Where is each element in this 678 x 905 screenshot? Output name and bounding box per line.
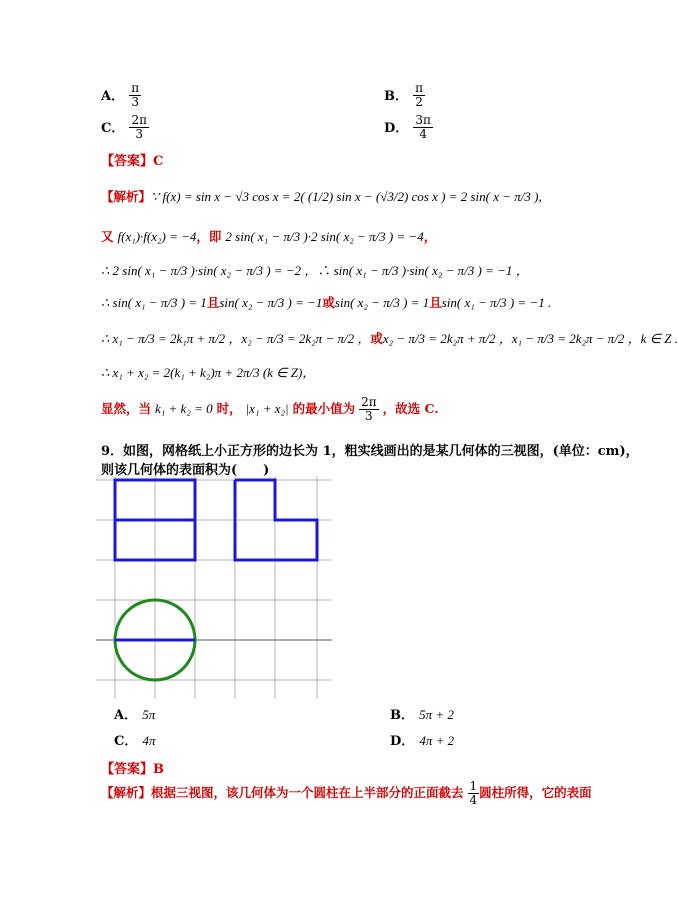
q9-option-c: C． 4π: [114, 733, 156, 749]
q9-stem-line1: 9．如图，网格纸上小正方形的边长为 1，粗实线画出的是某几何体的三视图，(单位：cm)，: [101, 444, 639, 459]
q8-option-c: C． $\frac{2\pi}{3}$: [101, 113, 147, 141]
q9-option-a: A． 5π: [114, 707, 156, 723]
q8-answer: 【答案】C: [101, 154, 164, 169]
q8-solution-line5: ∴ x₁ − π/3 = 2k₁π + π/2 ，x₂ − π/3 = 2k₂π − π/2 ，或x₂ − π/3 = 2k₂π + π/2 ，x₁ − π/3 = 2k₂π − π/2 ，k ∈ Z .: [101, 331, 678, 346]
q8-solution-line3: ∴ 2 sin( x₁ − π/3 )·sin( x₂ − π/3 ) = −2 ，∴ sin( x₁ − π/3 )·sin( x₂ − π/3 ) = −1 ，: [101, 263, 529, 278]
grid-lines: [96, 476, 332, 698]
q9-option-d: D． 4π + 2: [390, 733, 455, 749]
q9-option-b: B． 5π + 2: [390, 707, 454, 723]
q8-option-a: A． $\frac{\pi}{3}$: [101, 81, 140, 109]
q8-solution-line1: 【解析】∵ f(x) = sin x − √3 cos x = 2( (1/2) sin x − (√3/2) cos x ) = 2 sin( x − π/3 ),: [101, 189, 542, 204]
q9-stem-line2: 则该几何体的表面积为( ): [101, 463, 270, 478]
q8-solution-line4: ∴ sin( x₁ − π/3 ) = 1且sin( x₂ − π/3 ) = −1或sin( x₂ − π/3 ) = 1且sin( x₁ − π/3 ) = −1 .: [101, 295, 552, 310]
q9-three-view-figure: [96, 476, 332, 698]
q8-solution-line2: 又 f(x₁)·f(x₂) = −4，即 2 sin( x₁ − π/3 )·2 sin( x₂ − π/3 ) = −4，: [101, 229, 437, 244]
q8-option-d: D． $\frac{3\pi}{4}$: [384, 113, 431, 141]
q8-option-b: B． $\frac{\pi}{2}$: [384, 81, 423, 109]
q8-solution-line7: 显然，当 k₁ + k₂ = 0 时， |x₁ + x₂| 的最小值为 $\frac{2\pi}{3}$ ，故选 C.: [101, 395, 439, 423]
q9-answer: 【答案】B: [101, 762, 165, 777]
q8-solution-line6: ∴ x₁ + x₂ = 2(k₁ + k₂)π + 2π/3 (k ∈ Z)，: [101, 365, 316, 380]
q9-solution: 【解析】根据三视图，该几何体为一个圆柱在上半部分的正面截去 $\frac{1}{4}$ 圆柱所得，它的表面: [101, 779, 592, 807]
